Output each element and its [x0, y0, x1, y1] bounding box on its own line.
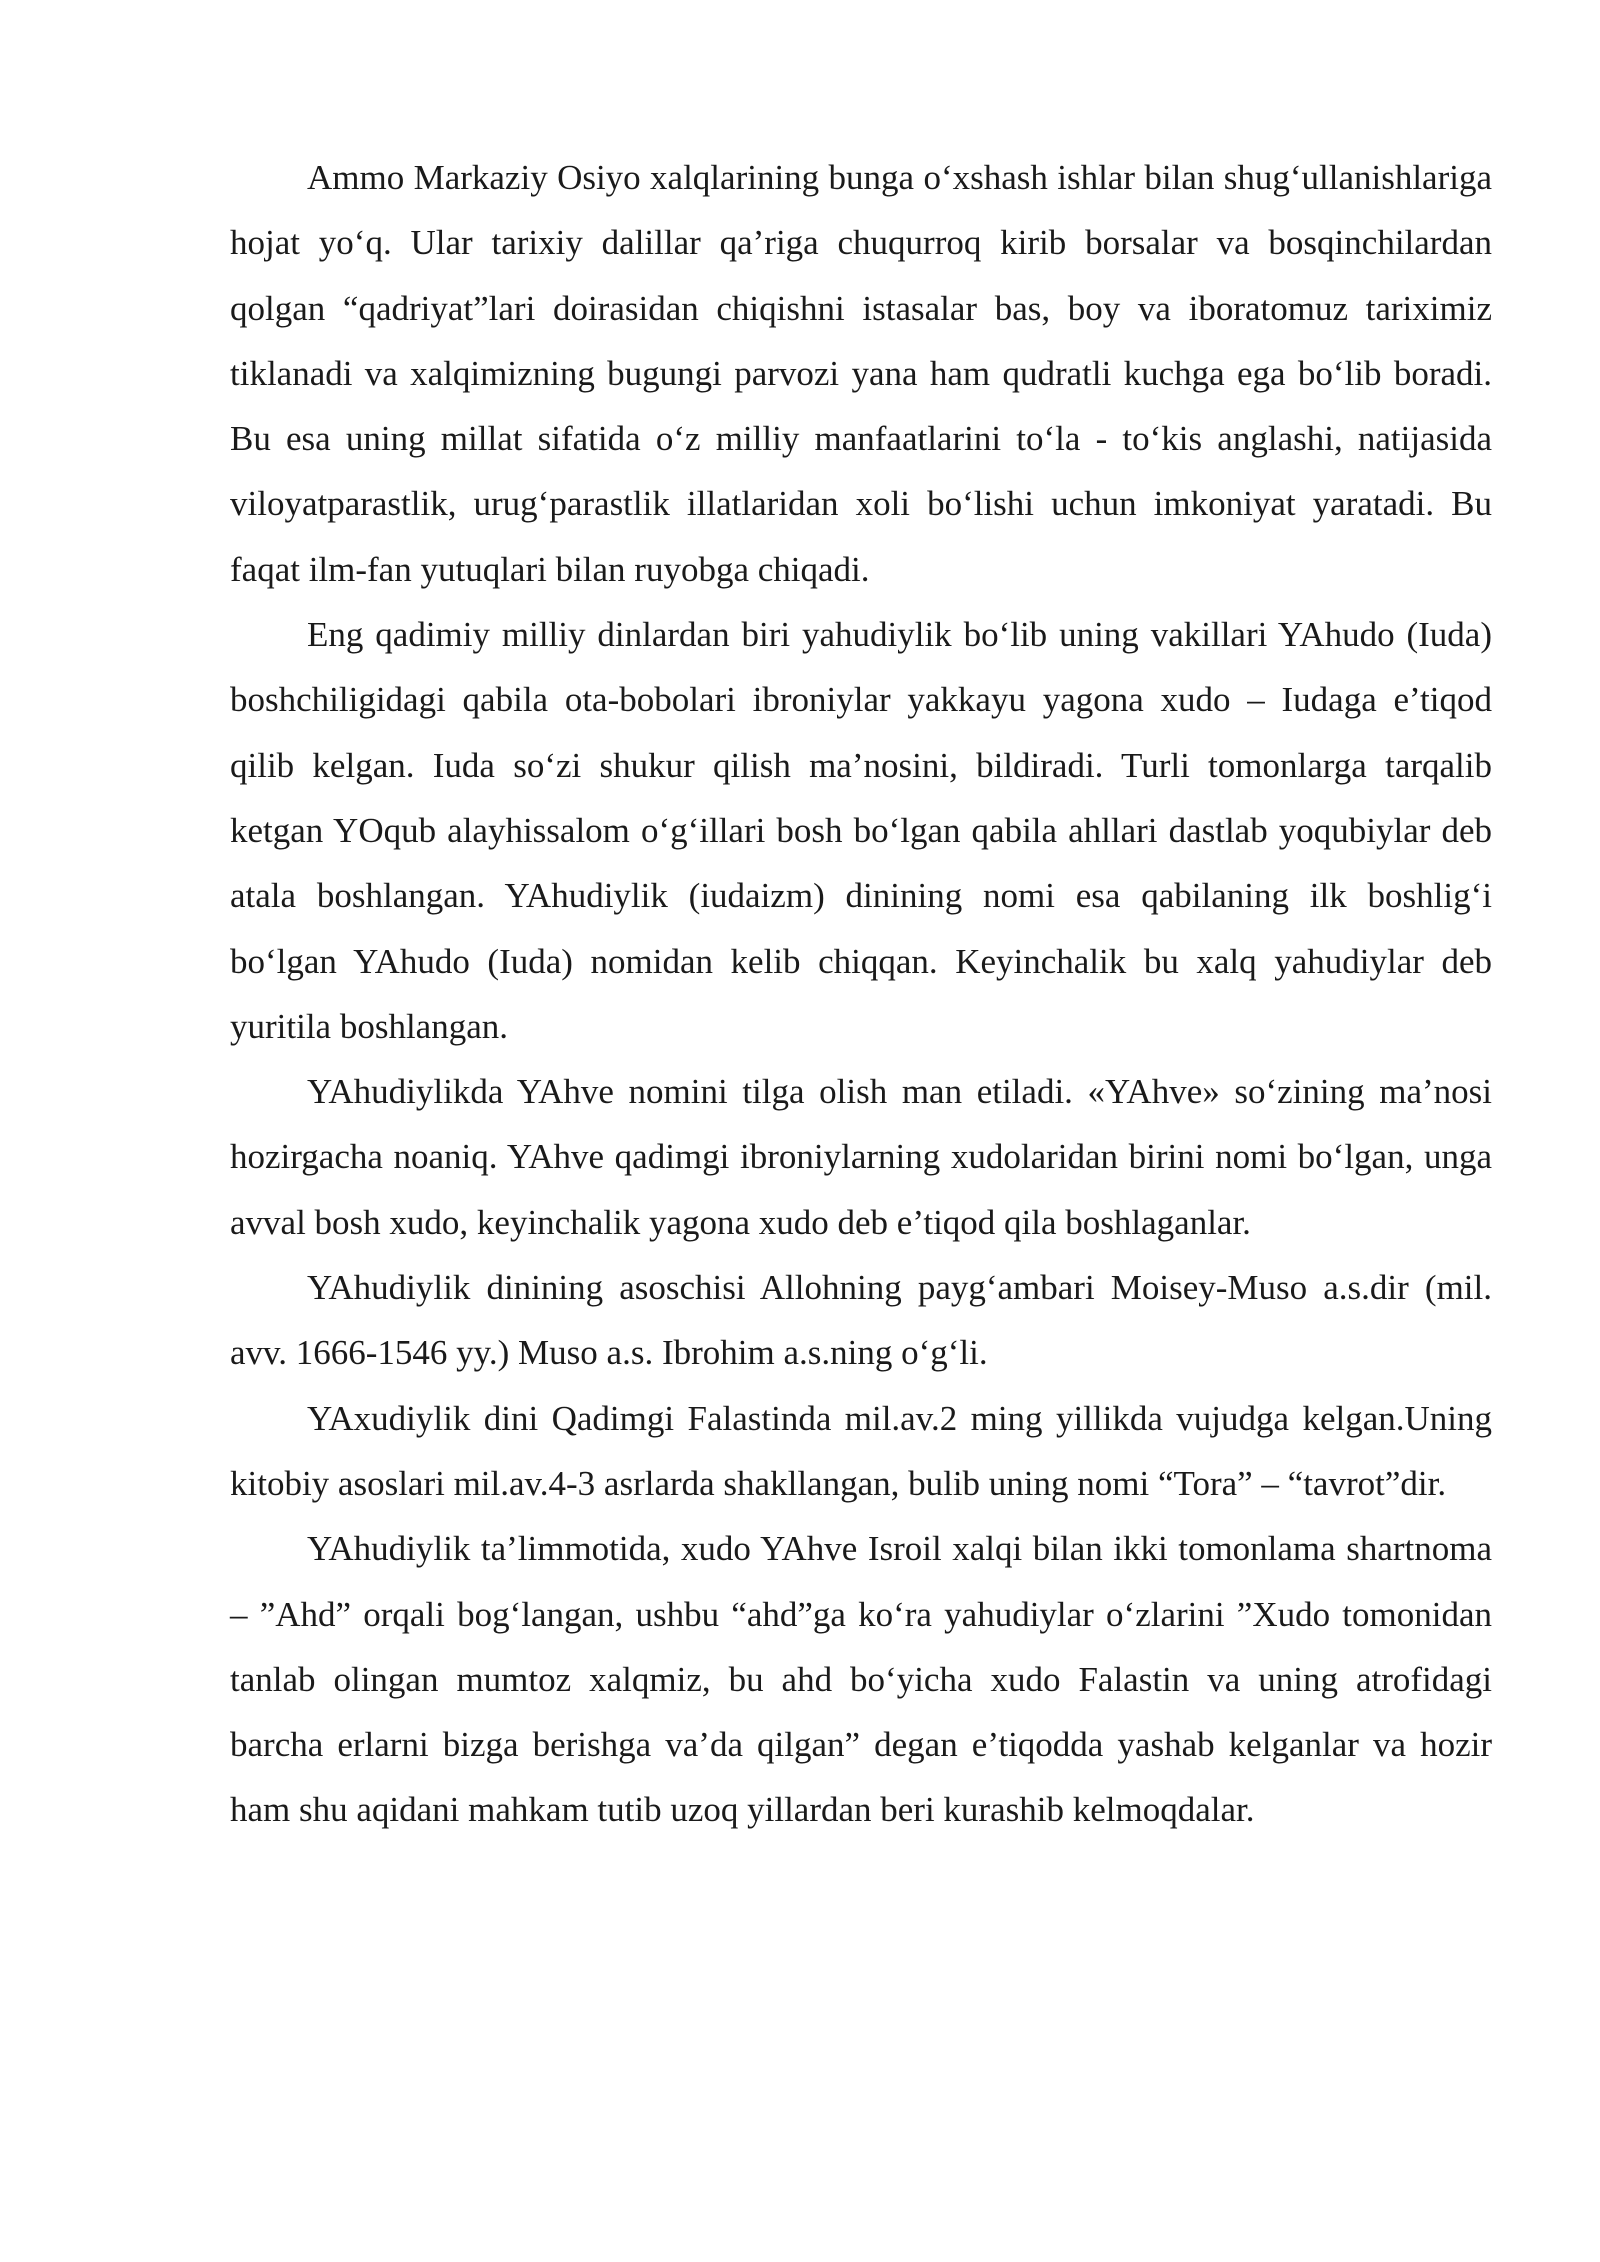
paragraph-4: YAhudiylik dinining asoschisi Allohning payg‘ambari Moisey-Muso a.s.dir (mil. avv. 1666-1546 yy.) Muso a.s. Ibrohim a.s.ning o‘g‘li. — [230, 1268, 1492, 1373]
document-body — [230, 145, 1492, 1843]
paragraph-5: YAxudiylik dini Qadimgi Falastinda mil.av.2 ming yillikda vujudga kelgan.Uning kitobiy asoslari mil.av.4-3 asrlarda shakllangan, bulib uning nomi “Tora” – “tavrot”dir. — [230, 1398, 1492, 1503]
paragraph-6: YAhudiylik ta’limmotida, xudo YAhve Isroil xalqi bilan ikki tomonlama shartnoma – ”Ahd” orqali bog‘langan, ushbu “ahd”ga ko‘ra yahudiylar o‘zlarini ”Xudo tomonidan tanlab olingan mumtoz xalqmiz, bu ahd bo‘yicha xudo Falastin va uning atrofidagi barcha erlarni bizga berishga va’da qilgan” degan e’tiqodda yashab kelganlar va hozir ham shu aqidani mahkam tutib uzoq yillardan beri kurashib kelmoqdalar. — [230, 1529, 1492, 1830]
paragraph-3: YAhudiylikda YAhve nomini tilga olish man etiladi. «YAhve» so‘zining ma’nosi hozirgacha noaniq. YAhve qadimgi ibroniylarning xudolaridan birini nomi bo‘lgan, unga avval bosh xudo, keyinchalik yagona xudo deb e’tiqod qila boshlaganlar. — [230, 1072, 1492, 1242]
paragraph-1: Ammo Markaziy Osiyo xalqlarining bunga o‘xshash ishlar bilan shug‘ullanishlariga hojat yo‘q. Ular tarixiy dalillar qa’riga chuqurroq kirib borsalar va bosqinchilardan qolgan “qadriyat”lari doirasidan chiqishni istasalar bas, boy va iboratomuz tariximiz tiklanadi va xalqimizning bugungi parvozi yana ham qudratli kuchga ega bo‘lib boradi. Bu esa uning millat sifatida o‘z milliy manfaatlarini to‘la - to‘kis anglashi, natijasida viloyatparastlik, urug‘parastlik illatlaridan xoli bo‘lishi uchun imkoniyat yaratadi. Bu faqat ilm-fan yutuqlari bilan ruyobga chiqadi. — [230, 158, 1492, 589]
paragraph-2: Eng qadimiy milliy dinlardan biri yahudiylik bo‘lib uning vakillari YAhudo (Iuda) boshchiligidagi qabila ota-bobolari ibroniylar yakkayu yagona xudo – Iudaga e’tiqod qilib kelgan. Iuda so‘zi shukur qilish ma’nosini, bildiradi. Turli tomonlarga tarqalib ketgan YOqub alayhissalom o‘g‘illari bosh bo‘lgan qabila ahllari dastlab yoqubiylar deb atala boshlangan. YAhudiylik (iudaizm) dinining nomi esa qabilaning ilk boshlig‘i bo‘lgan YAhudo (Iuda) nomidan kelib chiqqan. Keyinchalik bu xalq yahudiylar deb yuritila boshlangan. — [230, 615, 1492, 1046]
